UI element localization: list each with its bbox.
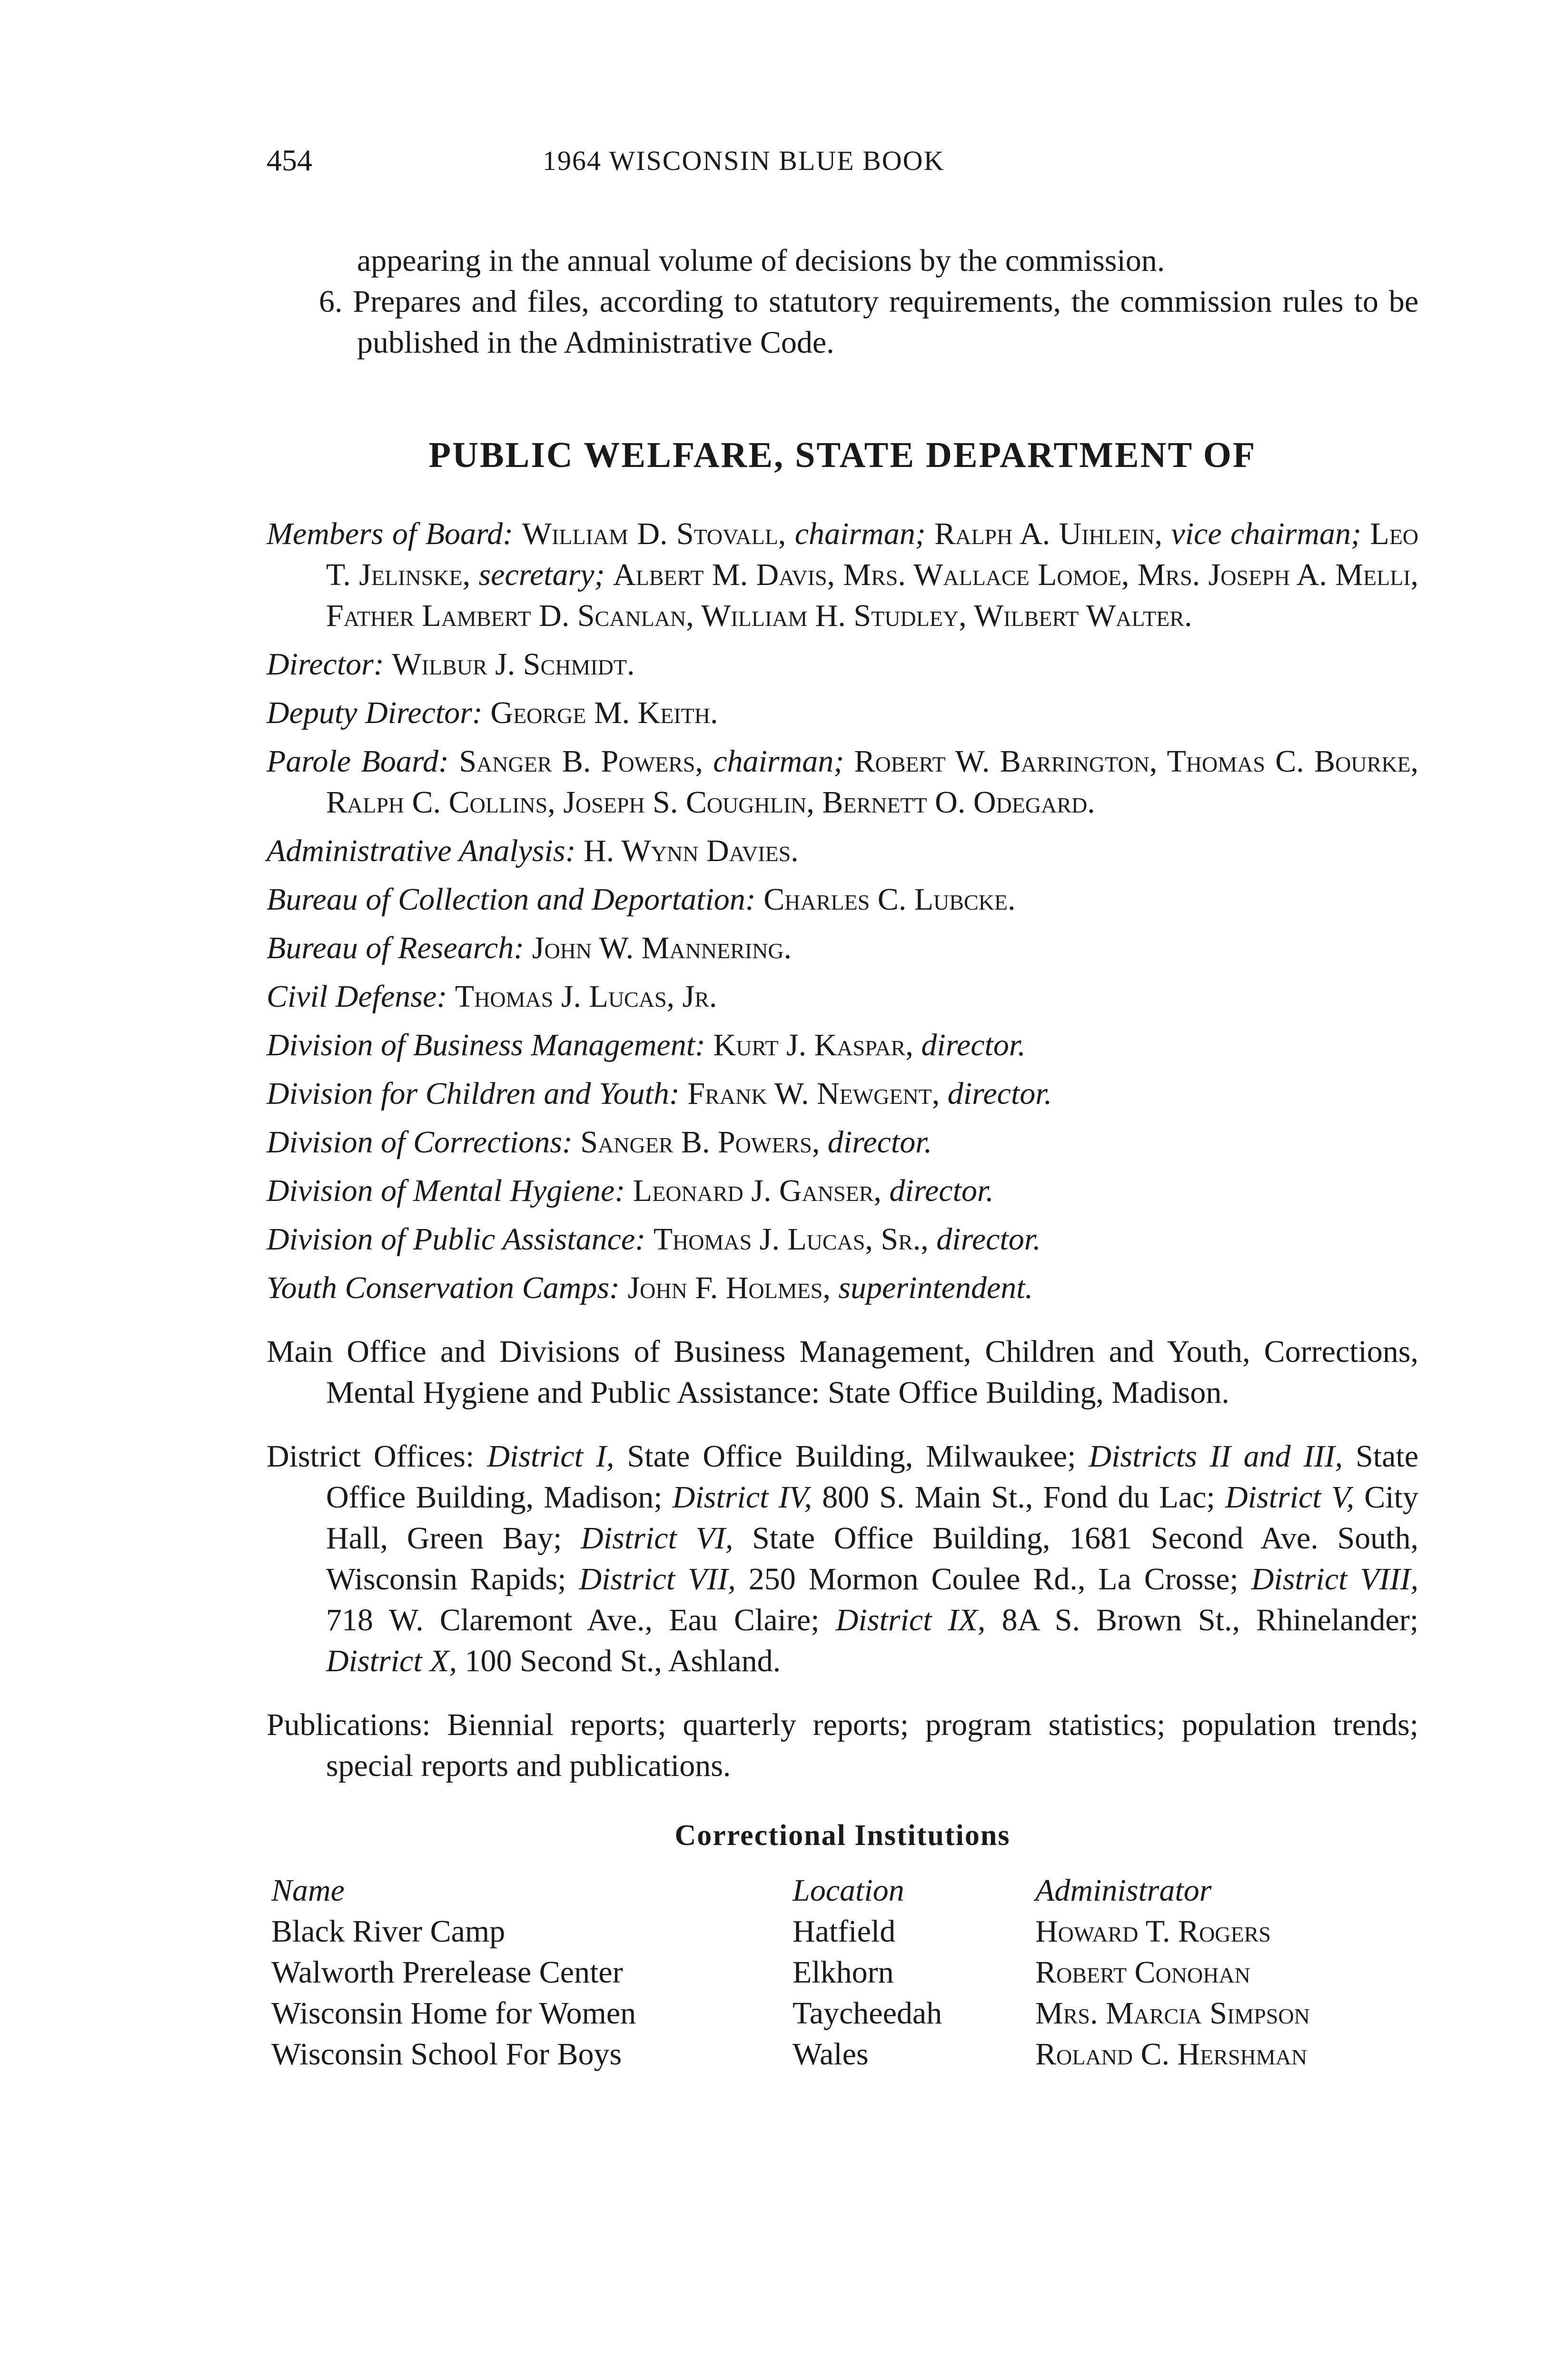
table-header-row	[271, 1870, 1416, 1911]
cell-location: Hatfield	[793, 1914, 896, 1949]
entry-role: director.	[827, 1125, 932, 1160]
district-address: State Office Building, 1681 Second Ave. South, Wisconsin Rapids;	[326, 1521, 1418, 1597]
entry-name: H. Wynn Davies.	[584, 833, 799, 868]
entry-role: director.	[936, 1222, 1041, 1257]
entry-name: Kurt J. Kaspar,	[713, 1028, 913, 1062]
entry-label: Youth Conservation Camps:	[267, 1270, 620, 1305]
entry-label: Civil Defense:	[267, 979, 447, 1014]
member-role: secretary;	[478, 557, 605, 592]
entry-label: Bureau of Research:	[267, 931, 525, 965]
unit-entry	[267, 1025, 1418, 1066]
cell-administrator: Robert Conohan	[1035, 1955, 1250, 1990]
district-address: City Hall, Green Bay;	[326, 1480, 1418, 1556]
entry-name: Frank W. Newgent,	[687, 1076, 940, 1111]
cell-location: Wales	[793, 2037, 869, 2072]
entry-name: John W. Mannering.	[532, 931, 792, 965]
intro-continuation: appearing in the annual volume of decisions by the commission.	[357, 243, 1165, 278]
page-number: 454	[267, 143, 312, 177]
column-header-administrator: Administrator	[1035, 1873, 1212, 1908]
entry-role: director.	[889, 1173, 994, 1208]
entry-label: Division for Children and Youth:	[267, 1076, 680, 1111]
cell-name: Wisconsin Home for Women	[271, 1996, 636, 2031]
section-title: PUBLIC WELFARE, STATE DEPARTMENT OF	[428, 435, 1257, 475]
district-address: 250 Mormon Coulee Rd., La Crosse;	[748, 1562, 1239, 1597]
cell-administrator: Howard T. Rogers	[1035, 1914, 1271, 1949]
district-address: 800 S. Main St., Fond du Lac;	[822, 1480, 1215, 1515]
unit-entry	[267, 1170, 1418, 1211]
entry-name: Sanger B. Powers,	[580, 1125, 820, 1160]
entry-role: chairman;	[713, 744, 844, 779]
cell-name: Wisconsin School For Boys	[271, 2037, 622, 2072]
paragraph-label: District Offices:	[267, 1439, 475, 1474]
column-header-name: Name	[271, 1873, 345, 1908]
deputy-director-entry	[267, 693, 1418, 734]
district-name: District IV,	[672, 1480, 812, 1515]
entry-name: Thomas J. Lucas, Sr.,	[653, 1222, 929, 1257]
unit-entry	[267, 928, 1418, 969]
page-content	[267, 240, 1418, 2075]
entry-role: director.	[947, 1076, 1052, 1111]
district-address: 100 Second St., Ashland.	[465, 1644, 781, 1678]
entry-names: Robert W. Barrington, Thomas C. Bourke, Ralph C. Collins, Joseph S. Coughlin, Bernett O. Odegard.	[326, 744, 1419, 820]
entry-label: Division of Public Assistance:	[267, 1222, 646, 1257]
table-row	[271, 1952, 1416, 1993]
member-role: chairman;	[794, 516, 926, 551]
main-office-paragraph: Main Office and Divisions of Business Management, Children and Youth, Corrections, Mental Hygiene and Public Assistance: State Office Building, Madison.	[267, 1334, 1418, 1410]
table-row	[271, 1993, 1416, 2034]
district-name: District VI,	[581, 1521, 733, 1556]
cell-name: Walworth Prerelease Center	[271, 1955, 623, 1990]
table-row	[271, 1911, 1416, 1952]
cell-administrator: Mrs. Marcia Simpson	[1035, 1996, 1310, 2031]
director-entry	[267, 644, 1418, 685]
running-title: 1964 WISCONSIN BLUE BOOK	[543, 145, 945, 176]
entry-name: John F. Holmes,	[627, 1270, 831, 1305]
members-of-board	[267, 514, 1418, 636]
district-name: District VII,	[579, 1562, 736, 1597]
entry-name: Sanger B. Powers,	[459, 744, 703, 779]
entry-name: Charles C. Lubcke.	[763, 882, 1016, 917]
entry-name: Leonard J. Ganser,	[633, 1173, 882, 1208]
entry-name: George M. Keith.	[490, 695, 718, 730]
parole-board-entry	[267, 741, 1418, 823]
entry-label: Parole Board:	[267, 744, 449, 779]
entry-label: Bureau of Collection and Deportation:	[267, 882, 756, 917]
member-name: William D. Stovall,	[522, 516, 786, 551]
district-name: Districts II and III,	[1089, 1439, 1343, 1474]
district-name: District IX,	[835, 1603, 986, 1637]
district-name: District X,	[326, 1644, 457, 1678]
intro-item-6	[267, 281, 1418, 363]
member-names: Albert M. Davis, Mrs. Wallace Lomoe, Mrs. Joseph A. Melli, Father Lambert D. Scanlan, William H. Studley, Wilbert Walter.	[326, 557, 1418, 633]
institutions-table	[271, 1870, 1416, 2075]
district-address: 8A S. Brown St., Rhinelander;	[1001, 1603, 1419, 1637]
district-offices-paragraph	[267, 1436, 1418, 1682]
unit-entry	[267, 1268, 1418, 1309]
unit-entry	[267, 879, 1418, 920]
item-text: Prepares and files, according to statutory requirements, the commission rules to be published in the Administrative Code.	[353, 284, 1419, 360]
publications-paragraph: Publications: Biennial reports; quarterly reports; program statistics; population trends; special reports and publications.	[267, 1707, 1418, 1783]
entry-label: Members of Board:	[267, 516, 514, 551]
column-header-location: Location	[793, 1873, 904, 1908]
cell-location: Taycheedah	[793, 1996, 942, 2031]
entry-label: Deputy Director:	[267, 695, 483, 730]
unit-entry	[267, 976, 1418, 1017]
district-address: State Office Building, Milwaukee;	[627, 1439, 1076, 1474]
district-address: State Office Building, Madison;	[326, 1439, 1419, 1515]
table-row	[271, 2034, 1416, 2075]
member-name: Ralph A. Uihlein,	[934, 516, 1162, 551]
unit-entry	[267, 831, 1418, 872]
district-name: District VIII,	[1251, 1562, 1419, 1597]
page-header	[267, 143, 1457, 190]
district-address: 718 W. Claremont Ave., Eau Claire;	[326, 1603, 820, 1637]
entry-name: Wilbur J. Schmidt.	[392, 647, 635, 682]
entry-label: Division of Corrections:	[267, 1125, 573, 1160]
district-name: District V,	[1225, 1480, 1355, 1515]
entry-role: superintendent.	[838, 1270, 1033, 1305]
entry-name: Thomas J. Lucas, Jr.	[455, 979, 717, 1014]
entry-role: director.	[921, 1028, 1026, 1062]
unit-entry	[267, 1219, 1418, 1260]
entry-label: Division of Business Management:	[267, 1028, 706, 1062]
entry-label: Administrative Analysis:	[267, 833, 576, 868]
cell-name: Black River Camp	[271, 1914, 505, 1949]
item-number: 6.	[319, 284, 343, 319]
institutions-title: Correctional Institutions	[674, 1819, 1011, 1852]
district-name: District I,	[487, 1439, 614, 1474]
member-role: vice chairman;	[1171, 516, 1361, 551]
entry-label: Division of Mental Hygiene:	[267, 1173, 625, 1208]
entry-label: Director:	[267, 647, 384, 682]
unit-entry	[267, 1073, 1418, 1114]
cell-administrator: Roland C. Hershman	[1035, 2037, 1308, 2072]
unit-entry	[267, 1122, 1418, 1163]
member-name: Leo T. Jelinske,	[326, 516, 1419, 592]
cell-location: Elkhorn	[793, 1955, 894, 1990]
